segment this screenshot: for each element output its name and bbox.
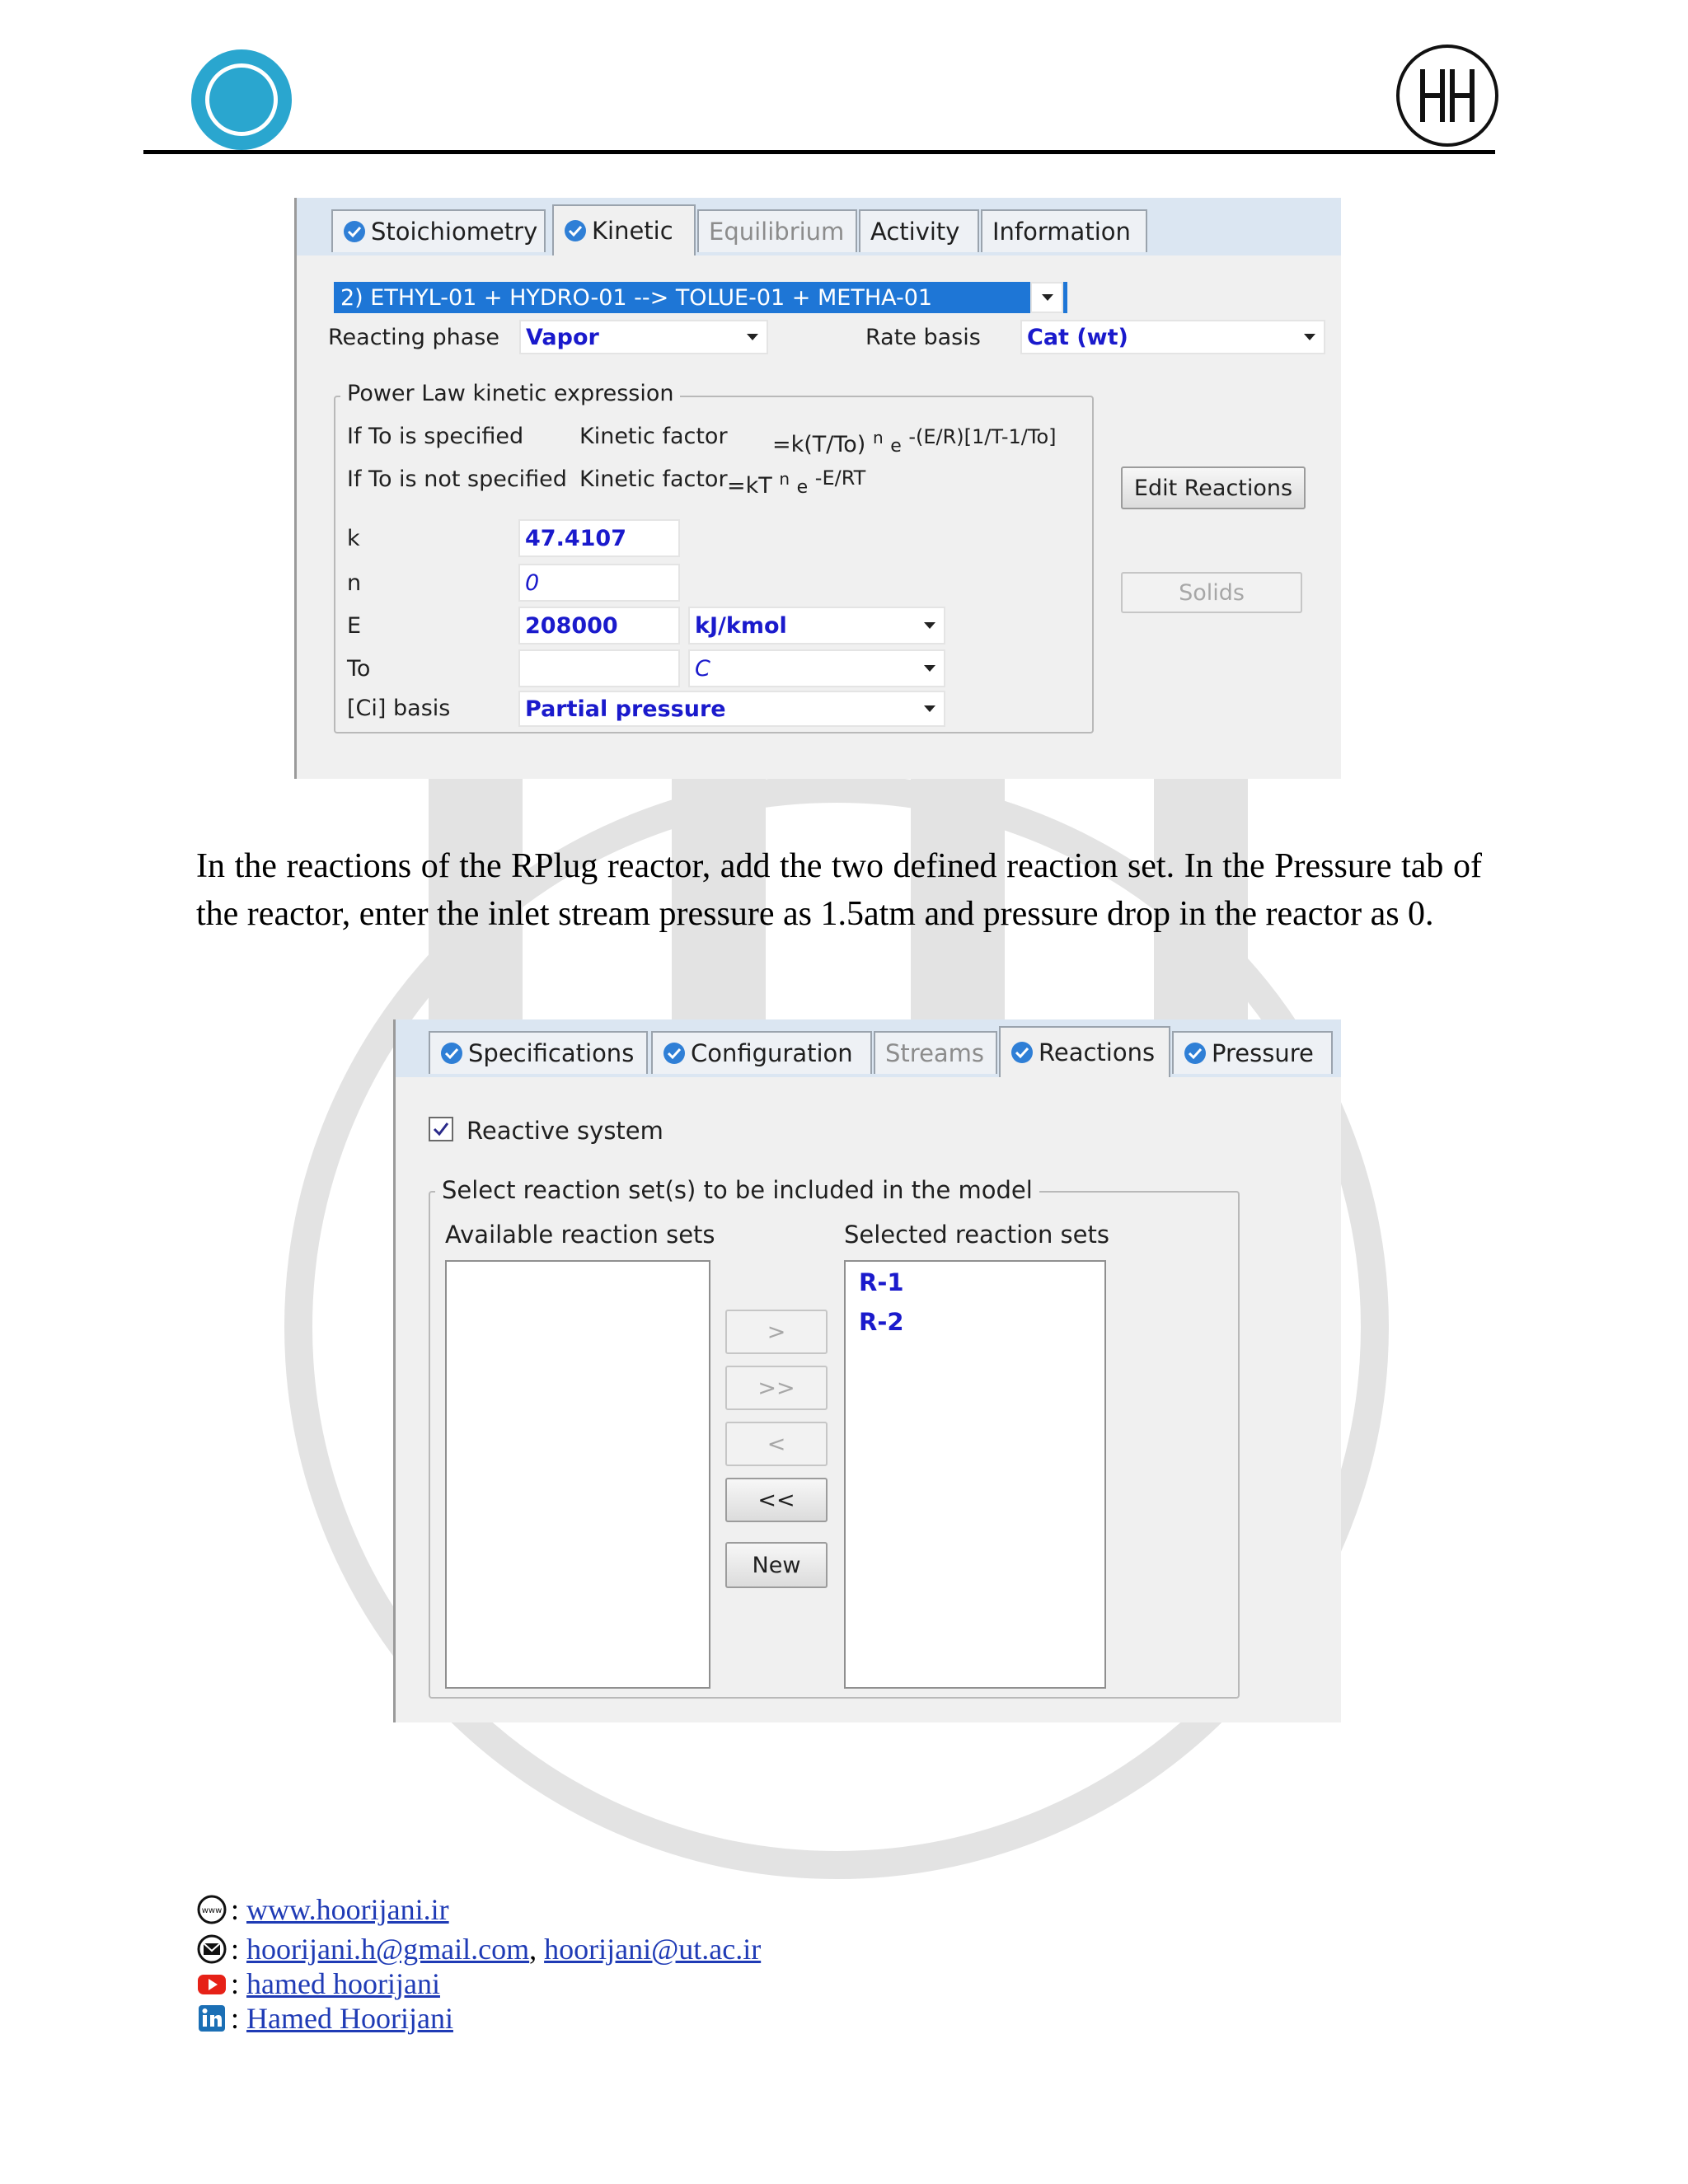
- E-input[interactable]: 208000: [518, 607, 680, 644]
- footer-email: : hoorijani.h@gmail.com , hoorijani@ut.ac.ir: [196, 1932, 761, 1966]
- tab-stoichiometry[interactable]: Stoichiometry: [331, 209, 546, 252]
- selected-sets-label: Selected reaction sets: [844, 1221, 1109, 1249]
- chevron-down-icon: [924, 622, 935, 629]
- website-link[interactable]: www.hoorijani.ir: [246, 1893, 449, 1926]
- n-input[interactable]: 0: [518, 564, 680, 602]
- check-circle-icon: [663, 1042, 686, 1065]
- available-sets-label: Available reaction sets: [445, 1221, 715, 1249]
- check-circle-icon: [564, 219, 587, 242]
- reaction-select-dropdown[interactable]: [1030, 282, 1063, 313]
- selected-sets-list[interactable]: [844, 1260, 1106, 1689]
- kinetic-dialog: [294, 198, 1341, 779]
- n-label: n: [347, 570, 362, 596]
- email-link-2[interactable]: hoorijani@ut.ac.ir: [544, 1933, 762, 1966]
- list-item[interactable]: R-1: [859, 1268, 904, 1296]
- chevron-down-icon: [1304, 334, 1315, 340]
- linkedin-icon: [196, 2003, 227, 2034]
- edit-reactions-button[interactable]: Edit Reactions: [1121, 466, 1306, 509]
- chevron-down-icon: [1042, 294, 1053, 301]
- rate-basis-label: Rate basis: [865, 325, 981, 350]
- kinetic-factor-label: Kinetic factor: [579, 424, 728, 449]
- E-label: E: [347, 613, 362, 639]
- email-link-1[interactable]: hoorijani.h@gmail.com: [246, 1933, 530, 1966]
- E-unit-select[interactable]: kJ/kmol: [688, 607, 945, 644]
- power-law-group-title: Power Law kinetic expression: [340, 381, 680, 406]
- kinetic-expression-2: =kT $^n$ e $^{-E/RT}$: [727, 466, 866, 499]
- k-input[interactable]: 47.4107: [518, 519, 680, 557]
- header-rule: [143, 150, 1495, 154]
- new-button[interactable]: New: [725, 1542, 828, 1588]
- tab-strip: [297, 198, 1341, 255]
- reactive-system-checkbox[interactable]: [429, 1117, 453, 1141]
- reactions-dialog: [393, 1019, 1341, 1722]
- instruction-paragraph: In the reactions of the RPlug reactor, add the two defined reaction set. In the Pressure tab of the reactor, enter the inlet stream pressure as 1.5atm and pressure drop in the reactor as 0.: [196, 847, 1482, 933]
- To-label: To: [347, 656, 371, 682]
- linkedin-link[interactable]: Hamed Hoorijani: [246, 2002, 453, 2035]
- tab-configuration[interactable]: Configuration: [651, 1031, 872, 1074]
- remove-all-button[interactable]: <<: [725, 1478, 828, 1522]
- reaction-set-group-title: Select reaction set(s) to be included in the model: [435, 1176, 1039, 1204]
- youtube-link[interactable]: hamed hoorijani: [246, 1967, 440, 2000]
- to-specified-label: If To is specified: [347, 424, 524, 449]
- check-circle-icon: [343, 220, 366, 243]
- tab-equilibrium[interactable]: Equilibrium: [697, 209, 857, 252]
- add-button[interactable]: >: [725, 1310, 828, 1354]
- author-logo: [1396, 45, 1498, 147]
- mail-icon: [196, 1933, 227, 1965]
- chevron-down-icon: [924, 665, 935, 672]
- youtube-icon: [196, 1968, 227, 1999]
- tab-strip: [396, 1019, 1341, 1077]
- chevron-down-icon: [924, 705, 935, 712]
- check-circle-icon: [1184, 1042, 1207, 1065]
- checkmark-icon: [430, 1118, 452, 1140]
- to-not-specified-label: If To is not specified: [347, 466, 567, 492]
- list-item[interactable]: R-2: [859, 1308, 904, 1336]
- footer-website: www : www.hoorijani.ir: [196, 1892, 449, 1927]
- reaction-set-group: [429, 1176, 1240, 1699]
- reactive-system-label: Reactive system: [467, 1117, 663, 1145]
- footer-linkedin: : Hamed Hoorijani: [196, 2001, 453, 2036]
- hh-monogram-icon: [1408, 63, 1487, 129]
- reaction-select[interactable]: 2) ETHYL-01 + HYDRO-01 --> TOLUE-01 + METHA-01: [334, 282, 1067, 313]
- add-all-button[interactable]: >>: [725, 1366, 828, 1410]
- k-label: k: [347, 526, 360, 551]
- To-input[interactable]: [518, 649, 680, 687]
- tab-specifications[interactable]: Specifications: [429, 1031, 648, 1074]
- kinetic-expression-1: =k(T/To) $^n$ e $^{-(E/R)[1/T-1/To]}$: [772, 425, 1057, 457]
- tab-activity[interactable]: Activity: [859, 209, 979, 252]
- footer-youtube: : hamed hoorijani: [196, 1966, 440, 2001]
- reacting-phase-select[interactable]: Vapor: [519, 320, 768, 354]
- check-circle-icon: [440, 1042, 463, 1065]
- power-law-group: [334, 381, 1094, 733]
- solids-button[interactable]: Solids: [1121, 572, 1302, 613]
- tab-streams[interactable]: Streams: [874, 1031, 997, 1074]
- ci-basis-select[interactable]: Partial pressure: [518, 691, 945, 727]
- tab-pressure[interactable]: Pressure: [1172, 1031, 1333, 1074]
- chevron-down-icon: [747, 334, 758, 340]
- globe-icon: [196, 1894, 227, 1925]
- tab-information[interactable]: Information: [981, 209, 1147, 252]
- rate-basis-select[interactable]: Cat (wt): [1020, 320, 1325, 354]
- tab-kinetic[interactable]: Kinetic: [552, 204, 696, 255]
- university-logo: [191, 49, 292, 150]
- reacting-phase-label: Reacting phase: [328, 325, 499, 350]
- svg-text:www: www: [201, 1906, 223, 1915]
- kinetic-factor-label: Kinetic factor: [579, 466, 728, 492]
- remove-button[interactable]: <: [725, 1422, 828, 1466]
- tab-reactions[interactable]: Reactions: [999, 1026, 1170, 1077]
- check-circle-icon: [1010, 1041, 1034, 1064]
- available-sets-list[interactable]: [445, 1260, 710, 1689]
- ci-basis-label: [Ci] basis: [347, 696, 451, 721]
- To-unit-select[interactable]: C: [688, 649, 945, 687]
